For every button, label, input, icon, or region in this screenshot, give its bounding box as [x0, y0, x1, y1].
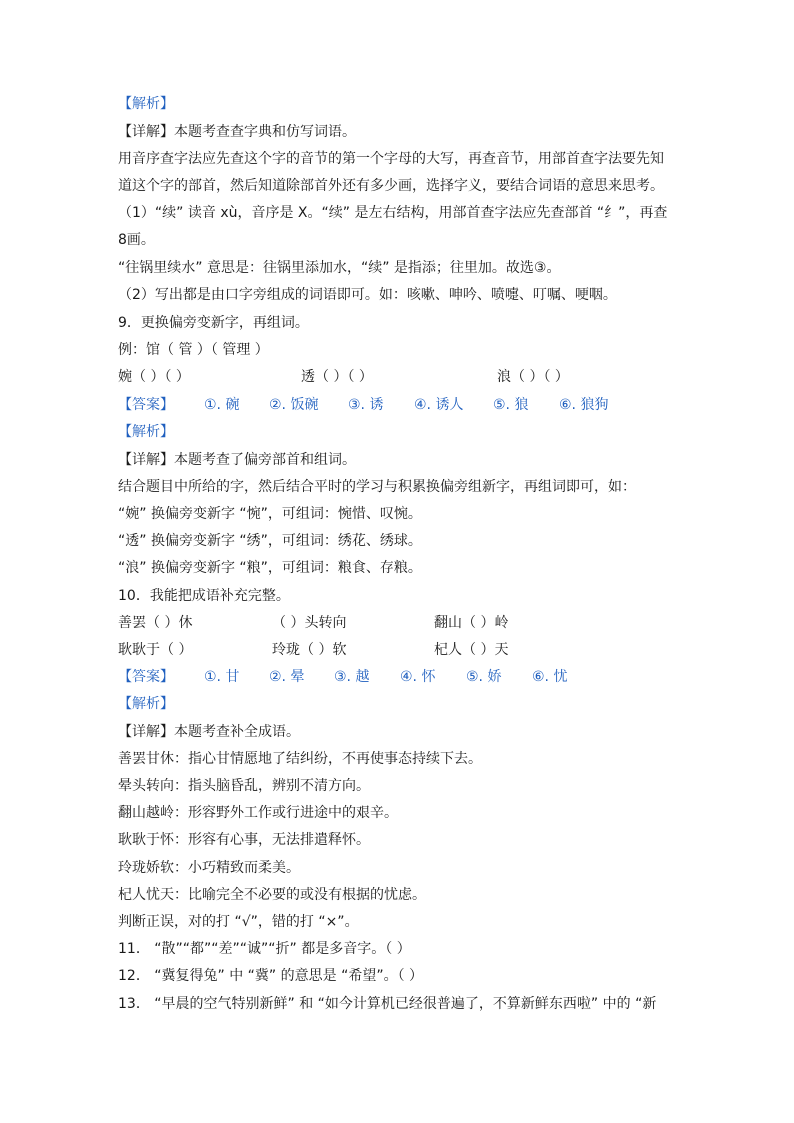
question-11: 11． “散”“都”“差”“诚”“折” 都是多音字。（ ）: [118, 941, 411, 957]
answer-item: ①. 甘: [204, 669, 240, 685]
q10-row-2: [118, 640, 678, 660]
paragraph-line: 8画。: [118, 232, 155, 248]
detail-line: 【详解】本题考查查字典和仿写词语。: [118, 124, 356, 140]
paragraph-line: （1）“续” 读音 xù，音序是 X。“续” 是左右结构，用部首查字法应先查部首 “纟”，再查: [118, 205, 668, 221]
paragraph-line: 耿耿于怀：形容有心事，无法排遣释怀。: [118, 832, 370, 848]
section-instruction: 判断正误，对的打 “√”，错的打 “×”。: [118, 914, 359, 930]
idiom-blank: 耿耿于（ ）: [118, 642, 193, 658]
paragraph-line: 杞人忧天：比喻完全不必要的或没有根据的忧虑。: [118, 887, 426, 903]
answer-item: ④. 诱人: [414, 397, 464, 413]
paragraph-line: 玲珑娇软：小巧精致而柔美。: [118, 860, 300, 876]
answer-row-10: [118, 667, 678, 687]
answer-item: ⑥. 狼狗: [559, 397, 609, 413]
answer-tag: 【答案】: [118, 397, 174, 413]
q9-blanks-row: [118, 367, 678, 387]
answer-item: ③. 诱: [348, 397, 384, 413]
detail-line: 【详解】本题考查补全成语。: [118, 724, 300, 740]
answer-row-9: [118, 395, 678, 415]
paragraph-line: 用音序查字法应先查这个字的音节的第一个字母的大写，再查音节，用部首查字法要先知: [118, 151, 664, 167]
paragraph-line: “透” 换偏旁变新字 “绣”，可组词：绣花、绣球。: [118, 533, 422, 549]
paragraph-line: 结合题目中所给的字，然后结合平时的学习与积累换偏旁组新字，再组词即可，如：: [118, 479, 636, 495]
analysis-tag: 【解析】: [118, 96, 174, 112]
paragraph-line: 翻山越岭：形容野外工作或行进途中的艰辛。: [118, 805, 398, 821]
example-line: 例：馆（ 管 ）（ 管理 ）: [118, 342, 269, 358]
question-10: 10．我能把成语补充完整。: [118, 588, 290, 604]
detail-line: 【详解】本题考查了偏旁部首和组词。: [118, 452, 356, 468]
idiom-blank: 杞人（ ）天: [434, 642, 509, 658]
answer-item: ②. 晕: [269, 669, 305, 685]
paragraph-line: “婉” 换偏旁变新字 “惋”，可组词：惋惜、叹惋。: [118, 506, 422, 522]
paragraph-line: 晕头转向：指头脑昏乱，辨别不清方向。: [118, 778, 370, 794]
answer-item: ④. 怀: [400, 669, 436, 685]
paragraph-line: “往锅里续水” 意思是：往锅里添加水，“续” 是指添；往里加。故选③。: [118, 260, 561, 276]
idiom-blank: 善罢（ ）休: [118, 615, 193, 631]
question-9: 9．更换偏旁变新字，再组词。: [118, 315, 309, 331]
analysis-tag: 【解析】: [118, 696, 174, 712]
answer-item: ②. 饭碗: [269, 397, 319, 413]
answer-item: ⑤. 狼: [493, 397, 529, 413]
answer-item: ⑥. 忧: [532, 669, 568, 685]
idiom-blank: （ ）头转向: [272, 615, 347, 631]
question-13: 13． “早晨的空气特别新鲜” 和 “如今计算机已经很普遍了，不算新鲜东西啦” 中的 “新: [118, 996, 657, 1012]
answer-item: ⑤. 娇: [466, 669, 502, 685]
paragraph-line: “浪” 换偏旁变新字 “粮”，可组词：粮食、存粮。: [118, 560, 422, 576]
answer-item: ③. 越: [334, 669, 370, 685]
answer-item: ①. 碗: [204, 397, 240, 413]
q9-blank-c: 浪（ ）（ ）: [497, 369, 569, 385]
answer-tag: 【答案】: [118, 669, 174, 685]
q9-blank-b: 透（ ）（ ）: [301, 369, 373, 385]
analysis-tag: 【解析】: [118, 424, 174, 440]
paragraph-line: 善罢甘休：指心甘情愿地了结纠纷，不再使事态持续下去。: [118, 751, 482, 767]
paragraph-line: 道这个字的部首，然后知道除部首外还有多少画，选择字义，要结合词语的意思来思考。: [118, 178, 664, 194]
q10-row-1: [118, 613, 678, 633]
idiom-blank: 玲珑（ ）软: [272, 642, 347, 658]
paragraph-line: （2）写出都是由口字旁组成的词语即可。如：咳嗽、呻吟、喷嚏、叮嘱、哽咽。: [118, 287, 617, 303]
question-12: 12． “冀复得兔” 中 “冀” 的意思是 “希望”。（ ）: [118, 968, 424, 984]
q9-blank-a: 婉（ ）（ ）: [118, 369, 190, 385]
idiom-blank: 翻山（ ）岭: [434, 615, 509, 631]
